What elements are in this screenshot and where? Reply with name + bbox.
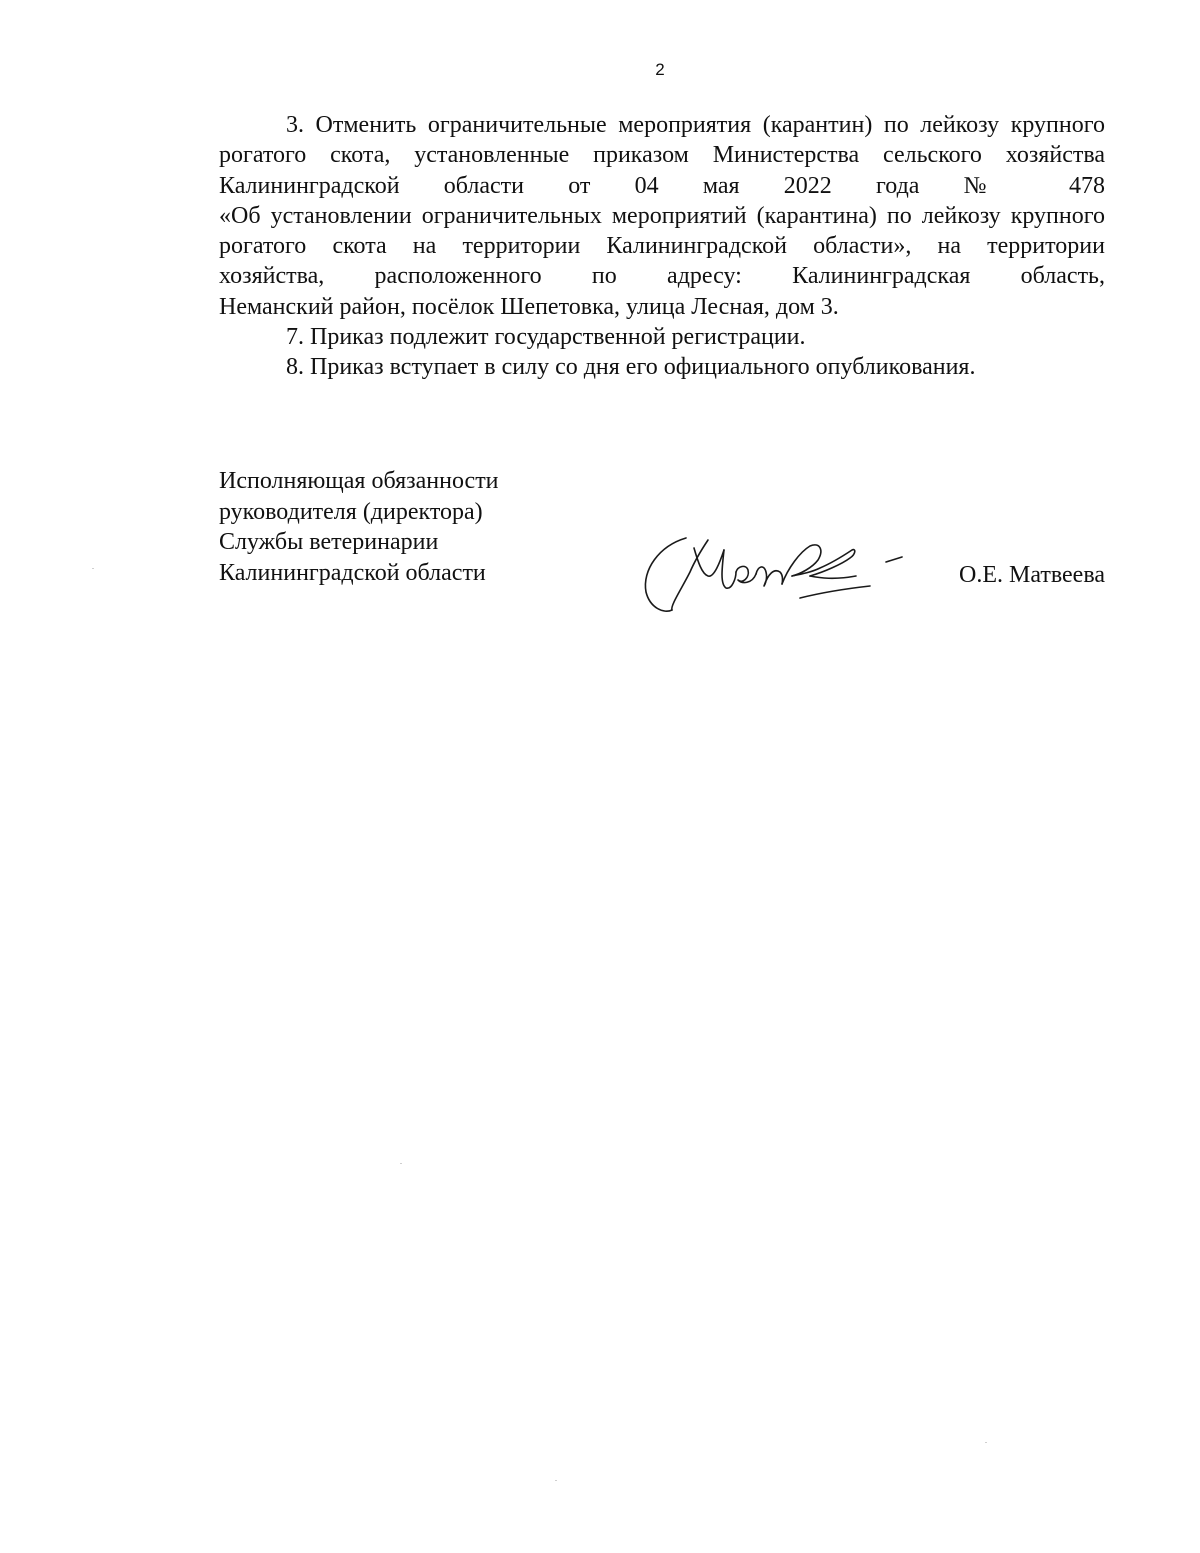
page-number: 2 [655,60,665,79]
paragraph-3-line: Неманский район, посёлок Шепетовка, улица Лесная, дом 3. [219,293,839,320]
handwritten-signature [624,528,924,618]
scan-artifact [555,1480,557,1481]
signatory-name: О.Е. Матвеева [958,562,1105,588]
signatory-position [219,466,619,588]
scan-artifact [92,568,94,569]
signatory-position-line: Исполняющая обязанности [219,468,499,494]
signature-block [219,466,1105,636]
paragraph-3-line: Калининградской области от 04 мая 2022 года № 478 [219,172,1105,199]
scan-artifact [400,1163,402,1164]
paragraph-3-line: хозяйства, расположенного по адресу: Калининградская область, [219,263,1105,290]
signatory-position-line: руководителя (директора) [219,498,483,525]
paragraph-3-line: рогатого скота, установленные приказом Министерства сельского хозяйства [219,142,1105,169]
paragraph-3 [219,110,1105,322]
paragraph-3-line: «Об установлении ограничительных мероприятий (карантина) по лейкозу крупного [219,202,1105,229]
paragraph-8: 8. Приказ вступает в силу со дня его официального опубликования. [286,354,976,381]
paragraph-7: 7. Приказ подлежит государственной регистрации. [286,324,806,351]
scan-artifact [985,1442,987,1443]
paragraph-3-line: рогатого скота на территории Калининградской области», на территории [219,233,1105,260]
signatory-position-line: Службы ветеринарии [219,529,439,555]
paragraph-3-line: 3. Отменить ограничительные мероприятия (карантин) по лейкозу крупного [286,112,1105,138]
signatory-position-line: Калининградской области [219,559,486,586]
document-body [219,110,1105,383]
